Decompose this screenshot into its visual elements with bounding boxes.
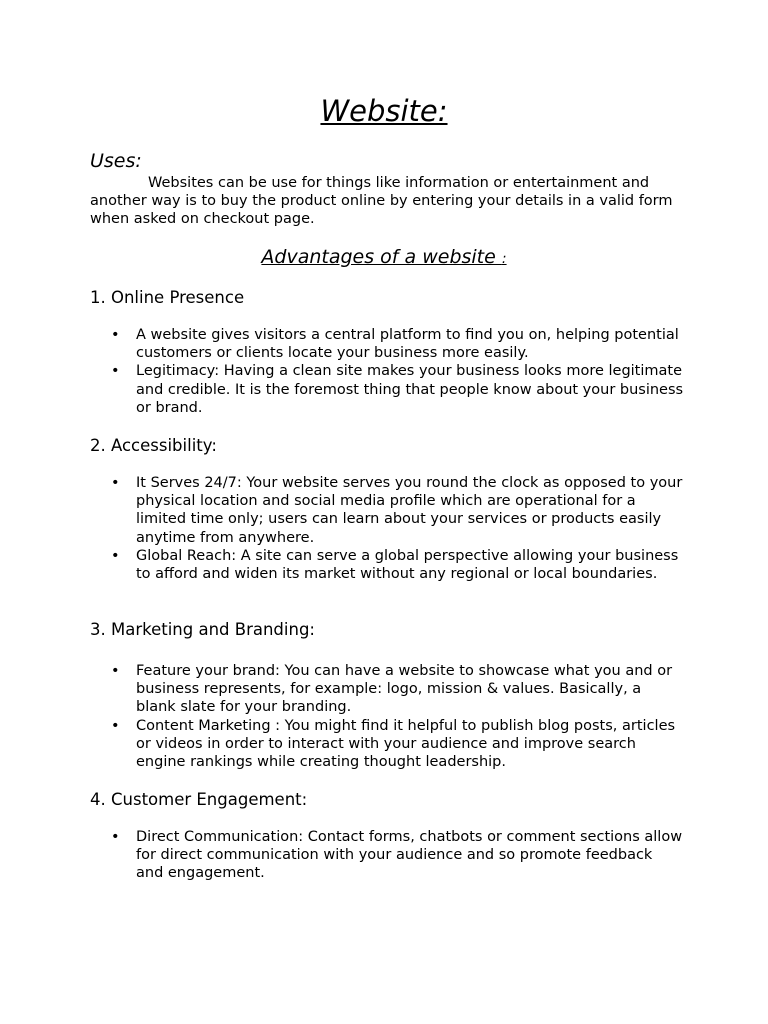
bullet-icon: • bbox=[111, 717, 120, 734]
list-item bbox=[0, 662, 684, 717]
bullet-icon: • bbox=[111, 363, 120, 380]
bullet-list-accessibility bbox=[0, 474, 768, 583]
list-item-text: It Serves 24/7: Your website serves you round the clock as opposed to your physical location and social media profile which are operational for a limited time only; users can learn about your services or products easily anytime from anywhere. bbox=[136, 475, 683, 546]
bullet-icon: • bbox=[111, 547, 120, 564]
list-item bbox=[0, 717, 684, 772]
section-heading-online-presence: 1. Online Presence bbox=[90, 288, 245, 307]
advantages-heading-colon: : bbox=[501, 251, 507, 267]
list-item-text: Global Reach: A site can serve a global perspective allowing your business to afford and widen its market without any regional or local boundaries. bbox=[136, 547, 679, 583]
bullet-icon: • bbox=[111, 663, 120, 679]
document-title: Website: bbox=[320, 94, 448, 128]
advantages-heading-text: Advantages of a website bbox=[261, 246, 502, 268]
bullet-list-customer-engagement bbox=[0, 828, 768, 883]
list-item bbox=[0, 474, 684, 547]
section-heading-marketing-branding: 3. Marketing and Branding: bbox=[90, 620, 315, 639]
section-heading-customer-engagement: 4. Customer Engagement: bbox=[90, 790, 308, 809]
bullet-list-online-presence bbox=[0, 326, 768, 417]
uses-label: Uses: bbox=[90, 150, 142, 172]
bullet-list-marketing-branding bbox=[0, 662, 768, 771]
list-item-text: Direct Communication: Contact forms, chatbots or comment sections allow for direct communication with your audience and so promote feedback and engagement. bbox=[136, 829, 683, 882]
bullet-icon: • bbox=[111, 829, 120, 845]
bullet-icon: • bbox=[111, 327, 120, 343]
list-item bbox=[0, 362, 684, 417]
list-item-text: Legitimacy: Having a clean site makes your business looks more legitimate and credible. It is the foremost thing that people know about your business or brand. bbox=[136, 363, 684, 416]
section-heading-accessibility: 2. Accessibility: bbox=[90, 436, 217, 455]
list-item bbox=[0, 547, 684, 583]
uses-paragraph: Websites can be use for things like information or entertainment and another way is to buy the product online by entering your details in a valid form when asked on checkout page. bbox=[90, 175, 673, 228]
list-item-text: Feature your brand: You can have a website to showcase what you and or business represents, for example: logo, mission & values. Basically, a blank slate for your branding. bbox=[136, 663, 673, 716]
advantages-heading bbox=[0, 244, 768, 272]
list-item-text: Content Marketing : You might find it helpful to publish blog posts, articles or videos in order to interact with your audience and improve search engine rankings while creating thought leadership. bbox=[136, 717, 676, 771]
list-item bbox=[0, 326, 684, 362]
list-item bbox=[0, 828, 684, 883]
list-item-text: A website gives visitors a central platform to find you on, helping potential customers or clients locate your business more easily. bbox=[136, 327, 679, 362]
bullet-icon: • bbox=[111, 475, 120, 491]
